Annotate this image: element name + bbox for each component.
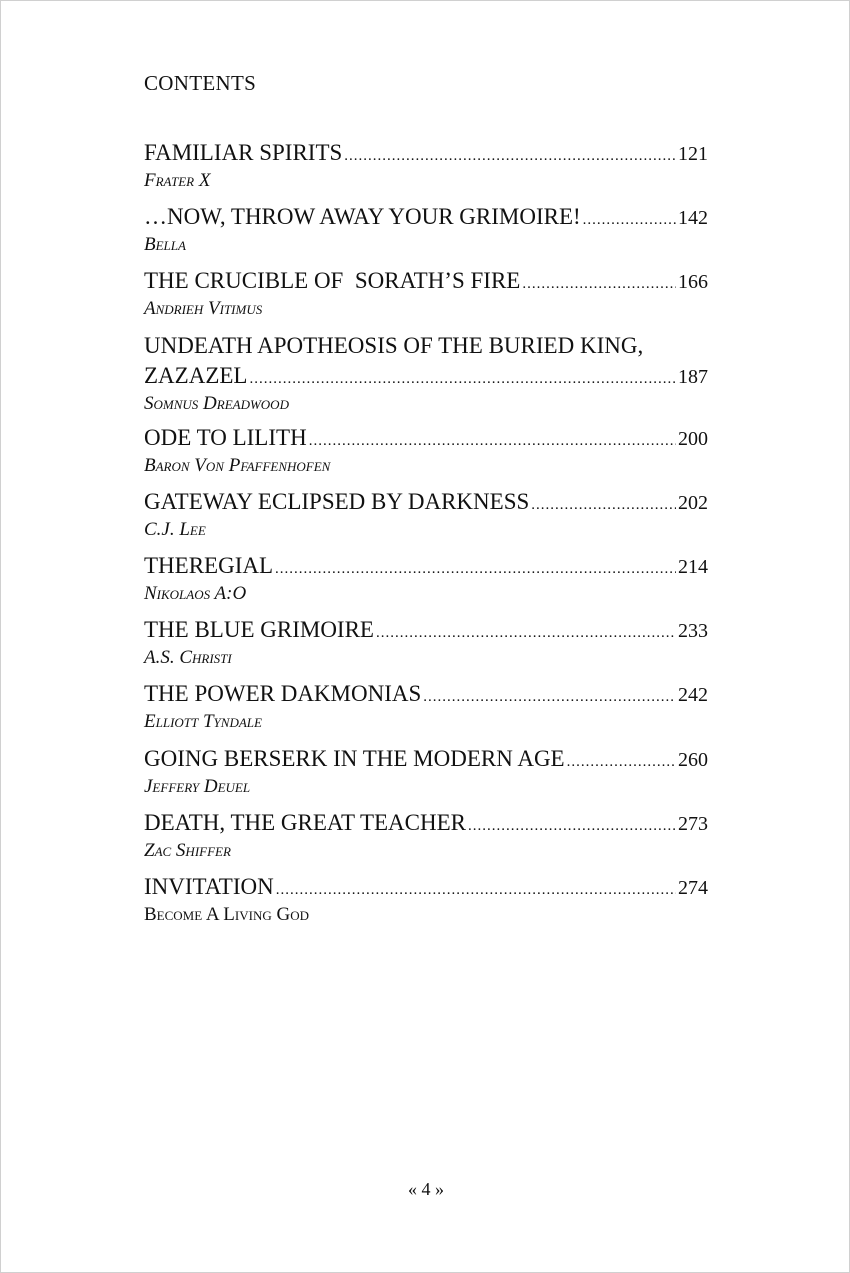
toc-title: ZAZAZEL (144, 362, 248, 388)
toc-title-line (144, 872, 708, 905)
toc-entry (144, 808, 708, 872)
toc-author: C.J. Lee (144, 518, 206, 540)
toc-author: Andrieh Vitimus (144, 298, 263, 320)
toc-author: A.S. Christi (144, 647, 232, 669)
toc-author: Frater X (144, 170, 211, 191)
toc-page-number: 142 (678, 207, 708, 230)
contents-heading: CONTENTS (144, 71, 257, 95)
toc-author: Bella (144, 234, 186, 256)
toc-entry (144, 487, 708, 551)
dot-leader (468, 811, 676, 841)
toc-title-line (144, 138, 708, 171)
toc-entry (144, 202, 708, 266)
dot-leader (275, 554, 676, 584)
dot-leader (423, 682, 676, 712)
dot-leader (583, 205, 676, 235)
dot-leader (567, 747, 676, 777)
toc-author: Baron Von Pfaffenhofen (144, 454, 331, 476)
toc-title: FAMILIAR SPIRITS (144, 140, 343, 165)
toc-title-line (144, 679, 708, 712)
toc-author: Jeffery Deuel (144, 775, 251, 797)
toc-author: Zac Shiffer (144, 839, 231, 861)
dot-leader (276, 875, 676, 905)
toc-title-line (144, 266, 708, 299)
toc-page-number: 233 (678, 620, 708, 643)
toc-title-line (144, 423, 708, 456)
toc-title-line (144, 551, 708, 584)
dot-leader (344, 141, 676, 171)
toc-author: Elliott Tyndale (144, 711, 262, 733)
dot-leader (249, 364, 676, 394)
toc-title: THE BLUE GRIMOIRE (144, 617, 374, 643)
toc-title: GATEWAY ECLIPSED BY DARKNESS (144, 488, 530, 514)
toc-subtitle: Become A Living God (144, 903, 309, 925)
toc-title-line (144, 615, 708, 648)
toc-title-line (144, 202, 708, 235)
toc-page-number: 121 (678, 143, 708, 165)
page-number-footer: « 4 » (408, 1179, 444, 1199)
toc-entry (144, 138, 708, 202)
toc-page-number: 202 (678, 491, 708, 514)
toc-title-first-line: UNDEATH APOTHEOSIS OF THE BURIED KING, (144, 332, 644, 358)
toc-entry (144, 679, 708, 743)
toc-title-line (144, 808, 708, 841)
toc-title-line (144, 361, 708, 394)
toc-entry (144, 744, 708, 808)
toc-title-line (144, 487, 708, 520)
dot-leader (309, 426, 676, 456)
toc-title-line (144, 744, 708, 777)
toc-entry (144, 615, 708, 679)
dot-leader (376, 618, 676, 648)
toc-author: Nikolaos A:O (144, 582, 247, 604)
toc-title: THEREGIAL (144, 552, 274, 578)
toc-title: ODE TO LILITH (144, 424, 307, 450)
toc-title: GOING BERSERK IN THE MODERN AGE (144, 745, 565, 771)
dot-leader (531, 490, 676, 520)
toc-page-number: 166 (678, 271, 708, 294)
toc-entry (144, 266, 708, 330)
toc-page-number: 274 (678, 876, 708, 899)
toc-page-number: 242 (678, 684, 708, 707)
toc-author: Somnus Dreadwood (144, 392, 289, 414)
toc-page-number: 187 (678, 365, 708, 388)
dot-leader (522, 269, 676, 299)
toc-title: DEATH, THE GREAT TEACHER (144, 809, 466, 835)
toc-entry (144, 423, 708, 487)
toc-title: THE CRUCIBLE OF SORATH’S FIRE (144, 268, 521, 294)
toc-entry (144, 331, 708, 423)
toc-page-number: 214 (678, 555, 708, 578)
toc-entry (144, 551, 708, 615)
toc-page-number: 200 (678, 427, 708, 450)
toc-title: INVITATION (144, 873, 274, 899)
toc-page-number: 273 (678, 812, 708, 835)
toc-entry (144, 872, 708, 936)
table-of-contents (144, 138, 708, 936)
toc-title: …NOW, THROW AWAY YOUR GRIMOIRE! (144, 204, 581, 230)
toc-page-number: 260 (678, 748, 708, 771)
toc-title: THE POWER DAKMONIAS (144, 681, 422, 707)
